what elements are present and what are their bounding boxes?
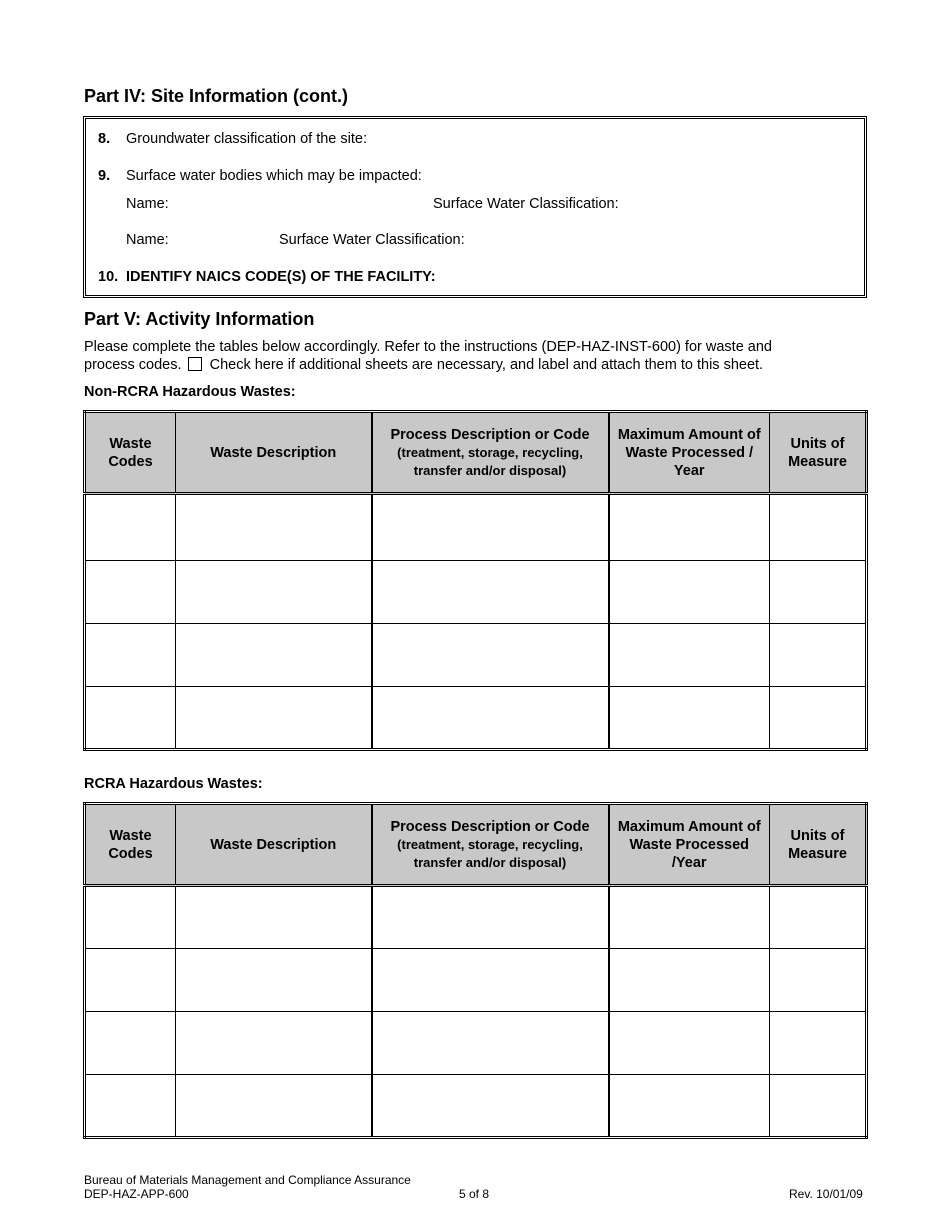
site-info-box [83,116,867,298]
table-row [85,494,867,561]
process-description-cell[interactable] [372,624,609,687]
max-amount-cell[interactable] [609,949,770,1012]
item9-label: Surface water bodies which may be impacted: [126,168,422,184]
surface-water-classification-label-1: Surface Water Classification: [433,196,619,212]
waste-code-cell[interactable] [85,886,176,949]
item10-number: 10. [98,269,119,285]
max-amount-cell[interactable] [609,1012,770,1075]
table1-heading: Non-RCRA Hazardous Wastes: [84,384,296,400]
max-amount-cell[interactable] [609,494,770,561]
waste-code-cell[interactable] [85,1075,176,1138]
max-amount-cell[interactable] [609,886,770,949]
item10-label: IDENTIFY NAICS CODE(S) OF THE FACILITY: [126,269,436,285]
footer-revision: Rev. 10/01/09 [789,1187,863,1201]
col-max-amount-header: Maximum Amount of Waste Processed /Year [609,804,770,886]
table-row [85,624,867,687]
table-row [85,949,867,1012]
table2-heading: RCRA Hazardous Wastes: [84,776,263,792]
col-process-description-header [372,412,609,494]
process-description-cell[interactable] [372,1012,609,1075]
non-rcra-waste-table [83,410,868,751]
max-amount-cell[interactable] [609,561,770,624]
col-process-description-header [372,804,609,886]
table-row [85,1012,867,1075]
units-cell[interactable] [770,949,867,1012]
col-units-header: Units of Measure [770,412,867,494]
process-description-sub: (treatment, storage, recycling, transfer and/or disposal) [397,444,583,478]
waste-description-cell[interactable] [176,624,372,687]
additional-sheets-checkbox[interactable] [188,357,202,371]
part5-instructions-line2-end: Check here if additional sheets are necessary, and label and attach them to this sheet. [209,357,764,373]
table-header-row [85,804,867,886]
waste-code-cell[interactable] [85,624,176,687]
col-waste-description-header: Waste Description [176,412,372,494]
item8-number: 8. [98,131,111,147]
table-row [85,1075,867,1138]
footer-form-id: DEP-HAZ-APP-600 [84,1187,189,1201]
waste-description-cell[interactable] [176,886,372,949]
surface-water-name-label-1: Name: [126,196,169,212]
process-description-cell[interactable] [372,886,609,949]
waste-code-cell[interactable] [85,494,176,561]
table-header-row [85,412,867,494]
process-description-main: Process Description or Code [390,818,590,835]
col-waste-codes-header: Waste Codes [85,804,176,886]
waste-description-cell[interactable] [176,494,372,561]
waste-code-cell[interactable] [85,561,176,624]
col-waste-description-header: Waste Description [176,804,372,886]
col-max-amount-header: Maximum Amount of Waste Processed / Year [609,412,770,494]
waste-description-cell[interactable] [176,949,372,1012]
units-cell[interactable] [770,494,867,561]
col-waste-codes-header: Waste Codes [85,412,176,494]
surface-water-name-label-2: Name: [126,232,169,248]
part5-instructions-line2 [84,357,763,373]
table-row [85,687,867,750]
surface-water-classification-label-2: Surface Water Classification: [279,232,465,248]
item9-number: 9. [98,168,111,184]
units-cell[interactable] [770,624,867,687]
waste-description-cell[interactable] [176,1012,372,1075]
units-cell[interactable] [770,687,867,750]
footer-page-number: 5 of 8 [459,1187,490,1201]
table-row [85,886,867,949]
waste-description-cell[interactable] [176,561,372,624]
waste-code-cell[interactable] [85,949,176,1012]
waste-description-cell[interactable] [176,687,372,750]
units-cell[interactable] [770,1075,867,1138]
process-description-cell[interactable] [372,1075,609,1138]
process-description-cell[interactable] [372,949,609,1012]
rcra-waste-table [83,802,868,1139]
part5-title: Part V: Activity Information [84,309,315,329]
max-amount-cell[interactable] [609,687,770,750]
col-units-header: Units of Measure [770,804,867,886]
item8-label: Groundwater classification of the site: [126,131,367,147]
process-description-cell[interactable] [372,561,609,624]
table-row [85,561,867,624]
process-description-main: Process Description or Code [390,426,590,443]
part5-instructions-line1: Please complete the tables below accordingly. Refer to the instructions (DEP-HAZ-INST-600) for waste and [84,339,772,355]
waste-description-cell[interactable] [176,1075,372,1138]
units-cell[interactable] [770,1012,867,1075]
max-amount-cell[interactable] [609,624,770,687]
max-amount-cell[interactable] [609,1075,770,1138]
part5-instructions-line2-start: process codes. [84,357,182,373]
waste-code-cell[interactable] [85,1012,176,1075]
waste-code-cell[interactable] [85,687,176,750]
process-description-sub: (treatment, storage, recycling, transfer and/or disposal) [397,836,583,870]
footer-bureau: Bureau of Materials Management and Compliance Assurance [84,1173,411,1187]
process-description-cell[interactable] [372,494,609,561]
part4-title: Part IV: Site Information (cont.) [84,86,349,106]
units-cell[interactable] [770,886,867,949]
units-cell[interactable] [770,561,867,624]
process-description-cell[interactable] [372,687,609,750]
